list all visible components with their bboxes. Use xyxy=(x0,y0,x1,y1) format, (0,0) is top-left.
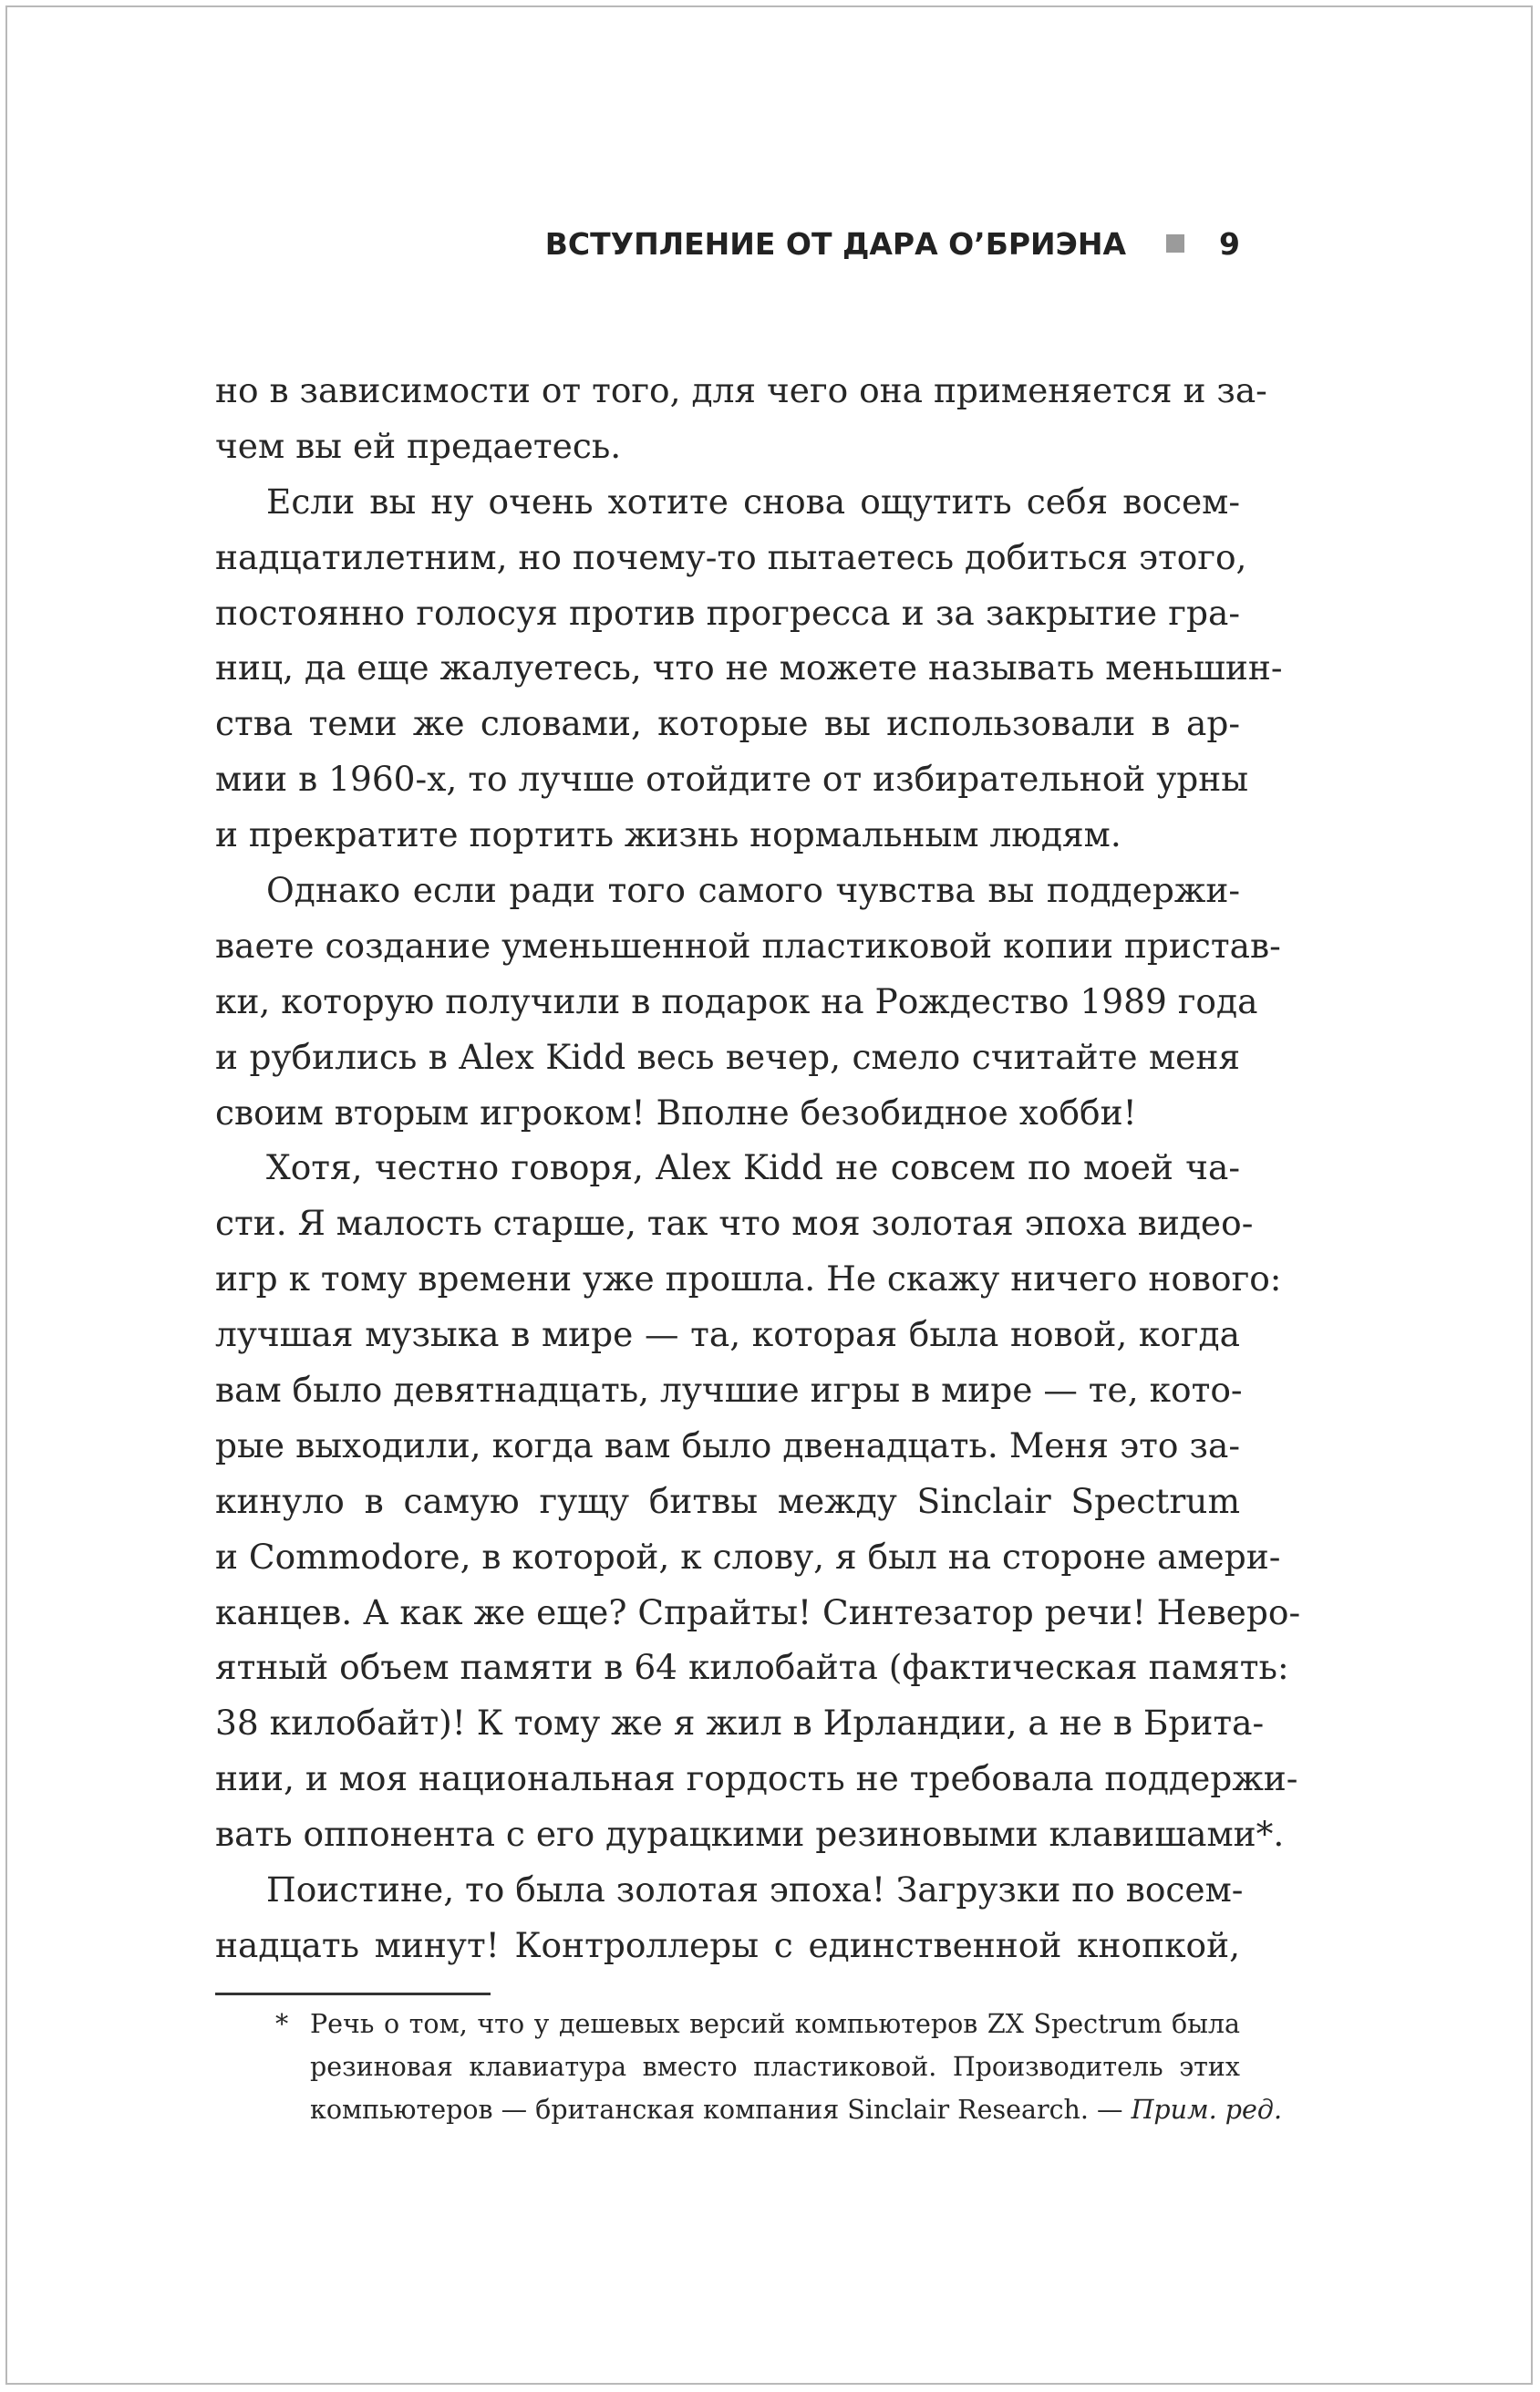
body-line: Поистине, то была золотая эпоха! Загрузки по восем- xyxy=(266,1869,1244,1910)
body-line: нии, и моя национальная гордость не требовала поддержи- xyxy=(215,1758,1298,1799)
body-line: Если вы ну очень хотите снова ощутить себя восем- xyxy=(266,481,1240,522)
footnote-text: компьютеров — британская компания Sinclair Research. — xyxy=(310,2095,1123,2125)
body-line: рые выходили, когда вам было двенадцать. Меня это за- xyxy=(215,1424,1240,1465)
body-line: ваете создание уменьшенной пластиковой копии пристав- xyxy=(215,925,1281,966)
body-line: ниц, да еще жалуетесь, что не можете называть меньшин- xyxy=(215,647,1283,689)
body-line: постоянно голосуя против прогресса и за закрытие гра- xyxy=(215,592,1240,633)
body-line: надцатилетним, но почему-то пытаетесь добиться этого, xyxy=(215,536,1247,577)
body-line: вать оппонента с его дурацкими резиновыми клавишами*. xyxy=(215,1814,1285,1855)
footnote-text: Речь о том, что у дешевых версий компьютеров ZX Spectrum была xyxy=(310,2009,1240,2039)
body-line: и прекратите портить жизнь нормальным людям. xyxy=(215,814,1121,855)
running-head-title: ВСТУПЛЕНИЕ ОТ ДАРА О’БРИЭНА xyxy=(544,225,1127,262)
body-line: надцать минут! Контроллеры с единственной кнопкой, xyxy=(215,1924,1240,1965)
running-head xyxy=(545,221,1240,266)
body-line: Хотя, честно говоря, Alex Kidd не совсем по моей ча- xyxy=(266,1147,1240,1188)
body-line: кинуло в самую гущу битвы между Sinclair Spectrum xyxy=(215,1480,1240,1521)
page-number: 9 xyxy=(1219,225,1240,262)
body-line: вам было девятнадцать, лучшие игры в мире — те, кото- xyxy=(215,1370,1243,1411)
body-line: лучшая музыка в мире — та, которая была новой, когда xyxy=(215,1314,1240,1355)
body-line: ятный объем памяти в 64 килобайта (фактическая память: xyxy=(215,1647,1289,1688)
editor-note: Прим. ред. xyxy=(1131,2095,1283,2125)
footnote-line xyxy=(215,2003,1240,2045)
body-line: чем вы ей предаетесь. xyxy=(215,425,622,466)
body-line: сти. Я малость старше, так что моя золотая эпоха видео- xyxy=(215,1203,1254,1244)
body-line: но в зависимости от того, для чего она применяется и за- xyxy=(215,370,1267,410)
body-line: мии в 1960-х, то лучше отойдите от избирательной урны xyxy=(215,759,1249,800)
body-text xyxy=(215,363,1301,1973)
footnote-mark: * xyxy=(275,2009,289,2039)
body-line: и рубились в Alex Kidd весь вечер, смело считайте меня xyxy=(215,1036,1240,1077)
body-line: Однако если ради того самого чувства вы поддержи- xyxy=(266,870,1240,911)
body-line: своим вторым игроком! Вполне безобидное хобби! xyxy=(215,1092,1137,1133)
body-line: ки, которую получили в подарок на Рождество 1989 года xyxy=(215,980,1258,1021)
footnote-line xyxy=(215,2088,1283,2131)
footnote-rule xyxy=(215,1993,491,1995)
body-line: игр к тому времени уже прошла. Не скажу ничего нового: xyxy=(215,1258,1282,1300)
footnote xyxy=(215,2003,1283,2131)
body-line: 38 килобайт)! К тому же я жил в Ирландии, а не в Брита- xyxy=(215,1703,1265,1744)
body-line: и Commodore, в которой, к слову, я был на стороне амери- xyxy=(215,1536,1281,1577)
body-line: ства теми же словами, которые вы использовали в ар- xyxy=(215,703,1240,744)
separator-square-icon xyxy=(1166,234,1184,253)
footnote-line: резиновая клавиатура вместо пластиковой. Производитель этих xyxy=(310,2052,1240,2082)
body-line: канцев. А как же еще? Спрайты! Синтезатор речи! Неверо- xyxy=(215,1591,1301,1632)
